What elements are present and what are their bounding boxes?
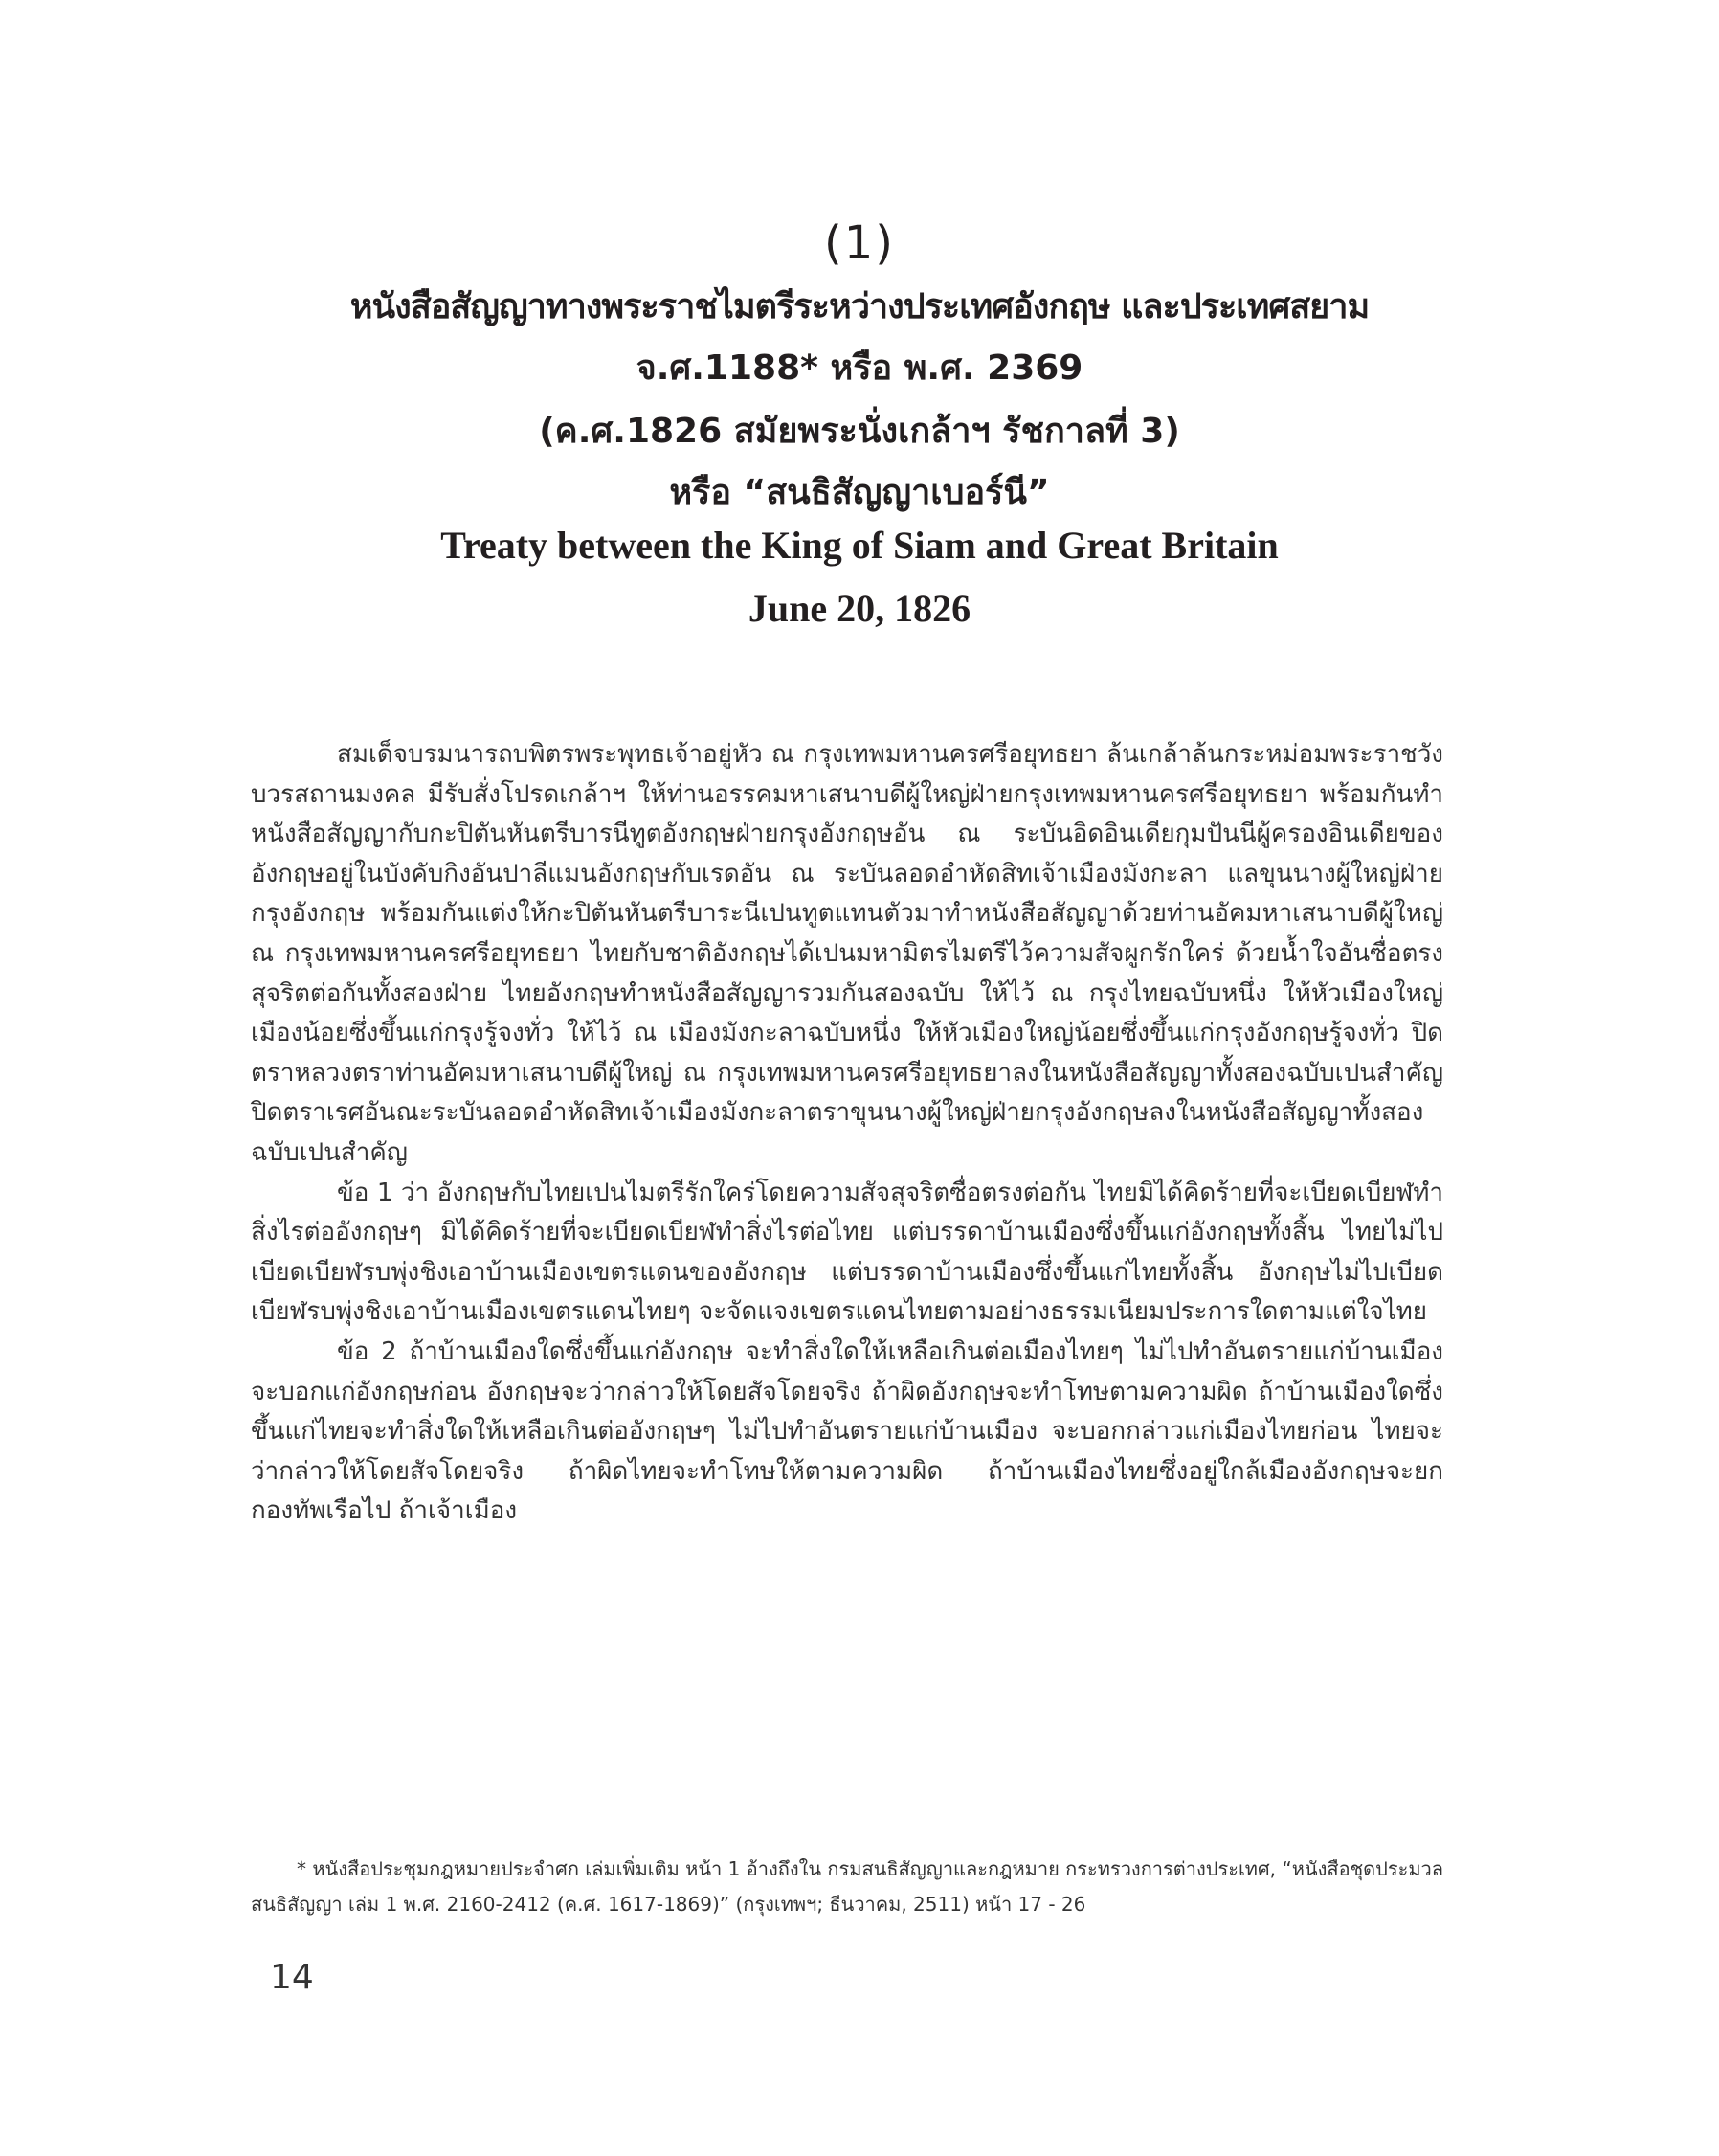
thai-title-line-3: (ค.ศ.1826 สมัยพระนั่งเกล้าฯ รัชกาลที่ 3): [539, 412, 1180, 451]
article-2-paragraph: ข้อ 2 ถ้าบ้านเมืองใดซึ่งขึ้นแก่อังกฤษ จะทำสิ่งใดให้เหลือเกินต่อเมืองไทยๆ ไม่ไปทำอันตรายแก่บ้านเมือง จะบอกแก่อังกฤษก่อน อังกฤษจะว่ากล่าวให้โดยสัจโดยจริง ถ้าผิดอังกฤษจะทำโทษตามความผิด ถ้าบ้านเมืองใดซึ่งขึ้นแก่ไทยจะทำสิ่งใดให้เหลือเกินต่ออังกฤษๆ ไม่ไปทำอันตรายแก่บ้านเมือง จะบอกกล่าวแก่เมืองไทยก่อน ไทยจะว่ากล่าวให้โดยสัจโดยจริง ถ้าผิดไทยจะทำโทษให้ตามความผิด ถ้าบ้านเมืองไทยซึ่งอยู่ใกล้เมืองอังกฤษจะยกกองทัพเรือไป ถ้าเจ้าเมือง: [251, 1336, 1443, 1526]
english-title: Treaty between the King of Siam and Great Britain: [440, 524, 1279, 567]
article-1-paragraph: ข้อ 1 ว่า อังกฤษกับไทยเปนไมตรีรักใคร่โดยความสัจสุจริตซื่อตรงต่อกัน ไทยมิได้คิดร้ายที่จะเบียดเบียฬทำสิ่งไรต่ออังกฤษๆ มิได้คิดร้ายที่จะเบียดเบียฬทำสิ่งไรต่อไทย แต่บรรดาบ้านเมืองซึ่งขึ้นแก่อังกฤษทั้งสิ้น ไทยไม่ไปเบียดเบียฬรบพุ่งชิงเอาบ้านเมืองเขตรแดนของอังกฤษ แต่บรรดาบ้านเมืองซึ่งขึ้นแก่ไทยทั้งสิ้น อังกฤษไม่ไปเบียดเบียฬรบพุ่งชิงเอาบ้านเมืองเขตรแดนไทยๆ จะจัดแจงเขตรแดนไทยตามอย่างธรรมเนียมประการใดตามแต่ใจไทย: [251, 1178, 1443, 1327]
chapter-number: (1): [824, 216, 895, 270]
footnote-text: * หนังสือประชุมกฎหมายประจำศก เล่มเพิ่มเติม หน้า 1 อ้างถึงใน กรมสนธิสัญญาและกฎหมาย กระทรวงการต่างประเทศ, “หนังสือชุดประมวลสนธิสัญญา เล่ม 1 พ.ศ. 2160-2412 (ค.ศ. 1617-1869)” (กรุงเทพฯ; ธีนวาคม, 2511) หน้า 17 - 26: [251, 1857, 1443, 1916]
thai-title-line-1: หนังสือสัญญาทางพระราชไมตรีระหว่างประเทศอังกฤษ และประเทศสยาม: [349, 287, 1370, 326]
preamble-paragraph: สมเด็จบรมนารถบพิตรพระพุทธเจ้าอยู่หัว ณ กรุงเทพมหานครศรีอยุทธยา ล้นเกล้าล้นกระหม่อมพระราชวังบวรสถานมงคล มีรับสั่งโปรดเกล้าฯ ให้ท่านอรรคมหาเสนาบดีผู้ใหญ่ฝ่ายกรุงเทพมหานครศรีอยุทธยา พร้อมกันทำหนังสือสัญญากับกะปิตันหันตรีบารนีทูตอังกฤษฝ่ายกรุงอังกฤษอัน ณ ระบันอิดอินเดียกุมปันนีผู้ครองอินเดียของอังกฤษอยู่ในบังคับกิงอันปาลีแมนอังกฤษกับเรดอัน ณ ระบันลอดอำหัดสิทเจ้าเมืองมังกะลา แลขุนนางผู้ใหญ่ฝ่ายกรุงอังกฤษ พร้อมกันแต่งให้กะปิตันหันตรีบาระนีเปนทูตแทนตัวมาทำหนังสือสัญญาด้วยท่านอัคมหาเสนาบดีผู้ใหญ่ ณ กรุงเทพมหานครศรีอยุทธยา ไทยกับชาติอังกฤษได้เปนมหามิตรไมตรีไว้ความสัจผูกรักใคร่ ด้วยน้ำใจอันซื่อตรงสุจริตต่อกันทั้งสองฝ่าย ไทยอังกฤษทำหนังสือสัญญารวมกันสองฉบับ ให้ไว้ ณ กรุงไทยฉบับหนึ่ง ให้หัวเมืองใหญ่เมืองน้อยซึ่งขึ้นแก่กรุงรู้จงทั่ว ให้ไว้ ณ เมืองมังกะลาฉบับหนึ่ง ให้หัวเมืองใหญ่น้อยซึ่งขึ้นแก่กรุงอังกฤษรู้จงทั่ว ปิดตราหลวงตราท่านอัคมหาเสนาบดีผู้ใหญ่ ณ กรุงเทพมหานครศรีอยุทธยาลงในหนังสือสัญญาทั้งสองฉบับเปนสำคัญ ปิดตราเรศอันณะระบันลอดอำหัดสิทเจ้าเมืองมังกะลาตราขุนนางผู้ใหญ่ฝ่ายกรุงอังกฤษลงในหนังสือสัญญาทั้งสองฉบับเปนสำคัญ: [251, 740, 1443, 1167]
treaty-body: [251, 735, 1443, 1532]
thai-title-line-2: จ.ศ.1188* หรือ พ.ศ. 2369: [636, 348, 1083, 388]
thai-title-line-4: หรือ “สนธิสัญญาเบอร์นี”: [669, 473, 1050, 512]
english-date: June 20, 1826: [748, 587, 971, 630]
page-number: 14: [270, 1958, 314, 1997]
footnote: [251, 1852, 1443, 1922]
